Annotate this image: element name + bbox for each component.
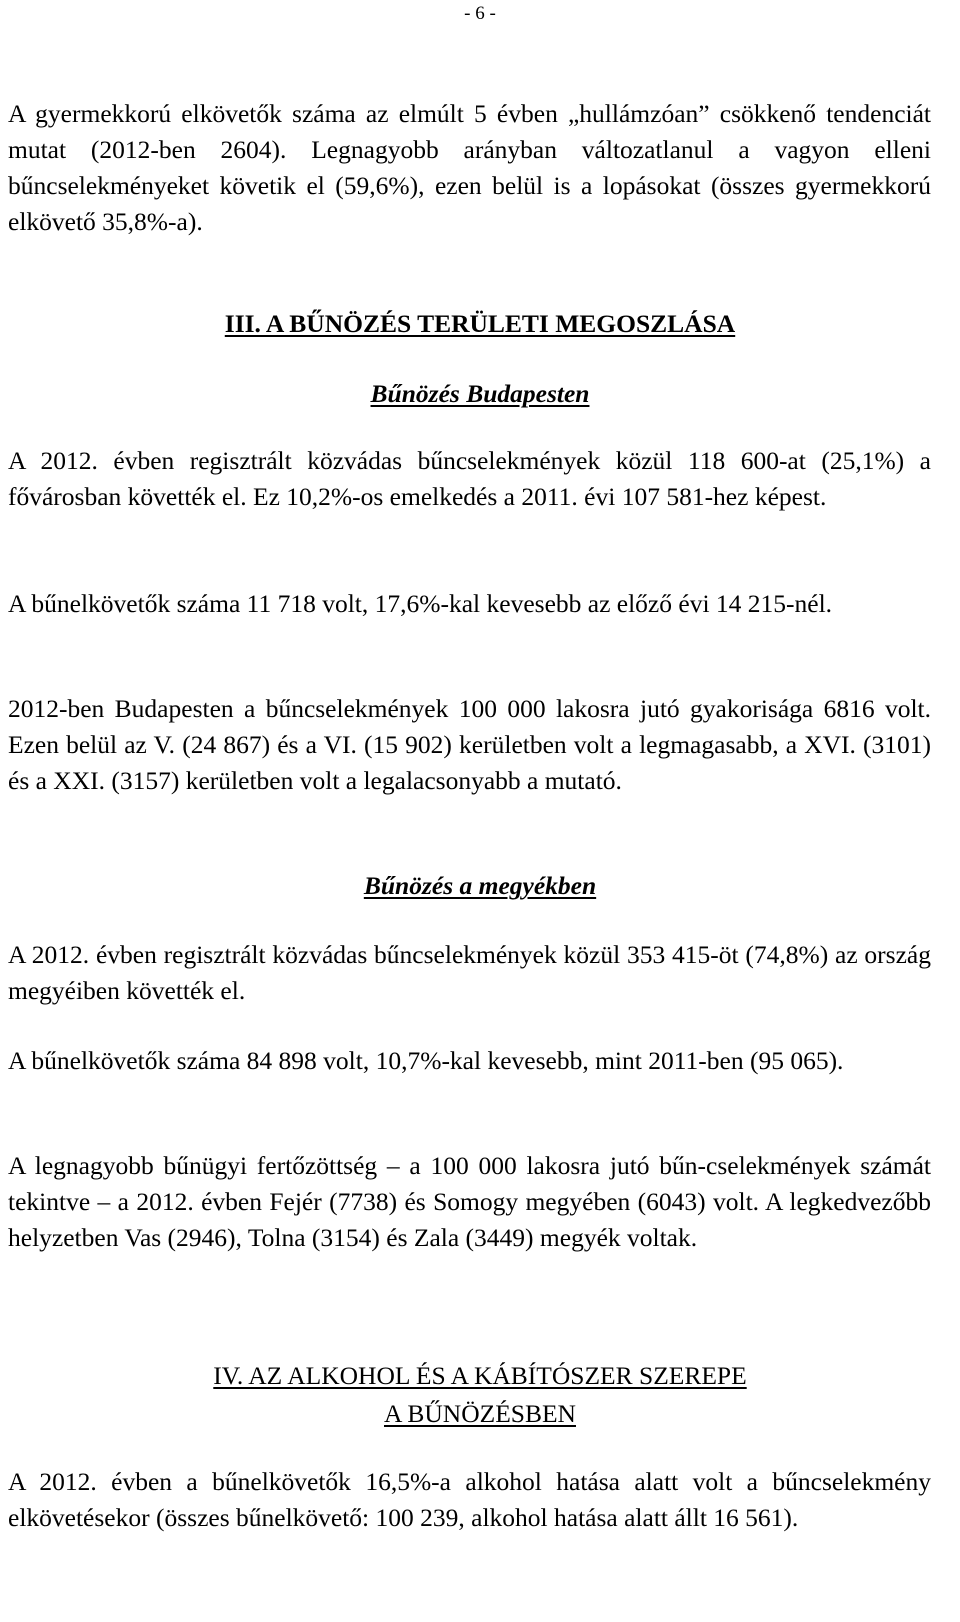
paragraph-county-crimes: A 2012. évben regisztrált közvádas bűncselekmények közül 353 415-öt (74,8%) az ország megyéiben követték el. <box>8 940 931 1005</box>
section-heading-iv <box>0 1357 960 1433</box>
paragraph-budapest-offenders: A bűnelkövetők száma 11 718 volt, 17,6%-kal kevesebb az előző évi 14 215-nél. <box>8 589 833 618</box>
subheading-megyek: Bűnözés a megyékben <box>363 871 597 900</box>
paragraph-county-infection: A legnagyobb bűnügyi fertőzöttség – a 100 000 lakosra jutó bűn-cselekmények számát tekintve – a 2012. évben Fejér (7738) és Somogy megyében (6043) volt. A legkedvezőbb helyzetben Vas (2946), Tolna (3154) és Zala (3449) megyék voltak. <box>8 1151 931 1252</box>
paragraph-alcohol: A 2012. évben a bűnelkövetők 16,5%-a alkohol hatása alatt volt a bűncselekmény elkövetésekor (összes bűnelkövető: 100 239, alkohol hatása alatt állt 16 561). <box>8 1467 931 1532</box>
section-heading-iv-line1: IV. AZ ALKOHOL ÉS A KÁBÍTÓSZER SZEREPE <box>213 1361 747 1390</box>
section-heading-iii: III. A BŰNÖZÉS TERÜLETI MEGOSZLÁSA <box>224 309 736 338</box>
paragraph-budapest-frequency: 2012-ben Budapesten a bűncselekmények 100 000 lakosra jutó gyakorisága 6816 volt. Ezen belül az V. (24 867) és a VI. (15 902) kerületben volt a legmagasabb, a XVI. (3101) és a XXI. (3157) kerületben volt a legalacsonyabb a mutató. <box>8 694 931 795</box>
section-heading-iv-line2: A BŰNÖZÉSBEN <box>384 1399 576 1428</box>
page-number: - 6 - <box>464 3 496 24</box>
paragraph-county-offenders: A bűnelkövetők száma 84 898 volt, 10,7%-kal kevesebb, mint 2011-ben (95 065). <box>8 1046 844 1075</box>
paragraph-juvenile-offenders: A gyermekkorú elkövetők száma az elmúlt 5 évben „hullámzóan” csökkenő tendenciát mutat (2012-ben 2604). Legnagyobb arányban változatlanul a vagyon elleni bűncselekményeket követik el (59,6%), ezen belül is a lopásokat (összes gyermekkorú elkövető 35,8%-a). <box>8 99 931 236</box>
paragraph-budapest-crimes: A 2012. évben regisztrált közvádas bűncselekmények közül 118 600-at (25,1%) a fővárosban követték el. Ez 10,2%-os emelkedés a 2011. évi 107 581-hez képest. <box>8 446 931 511</box>
subheading-budapest: Bűnözés Budapesten <box>370 379 590 408</box>
